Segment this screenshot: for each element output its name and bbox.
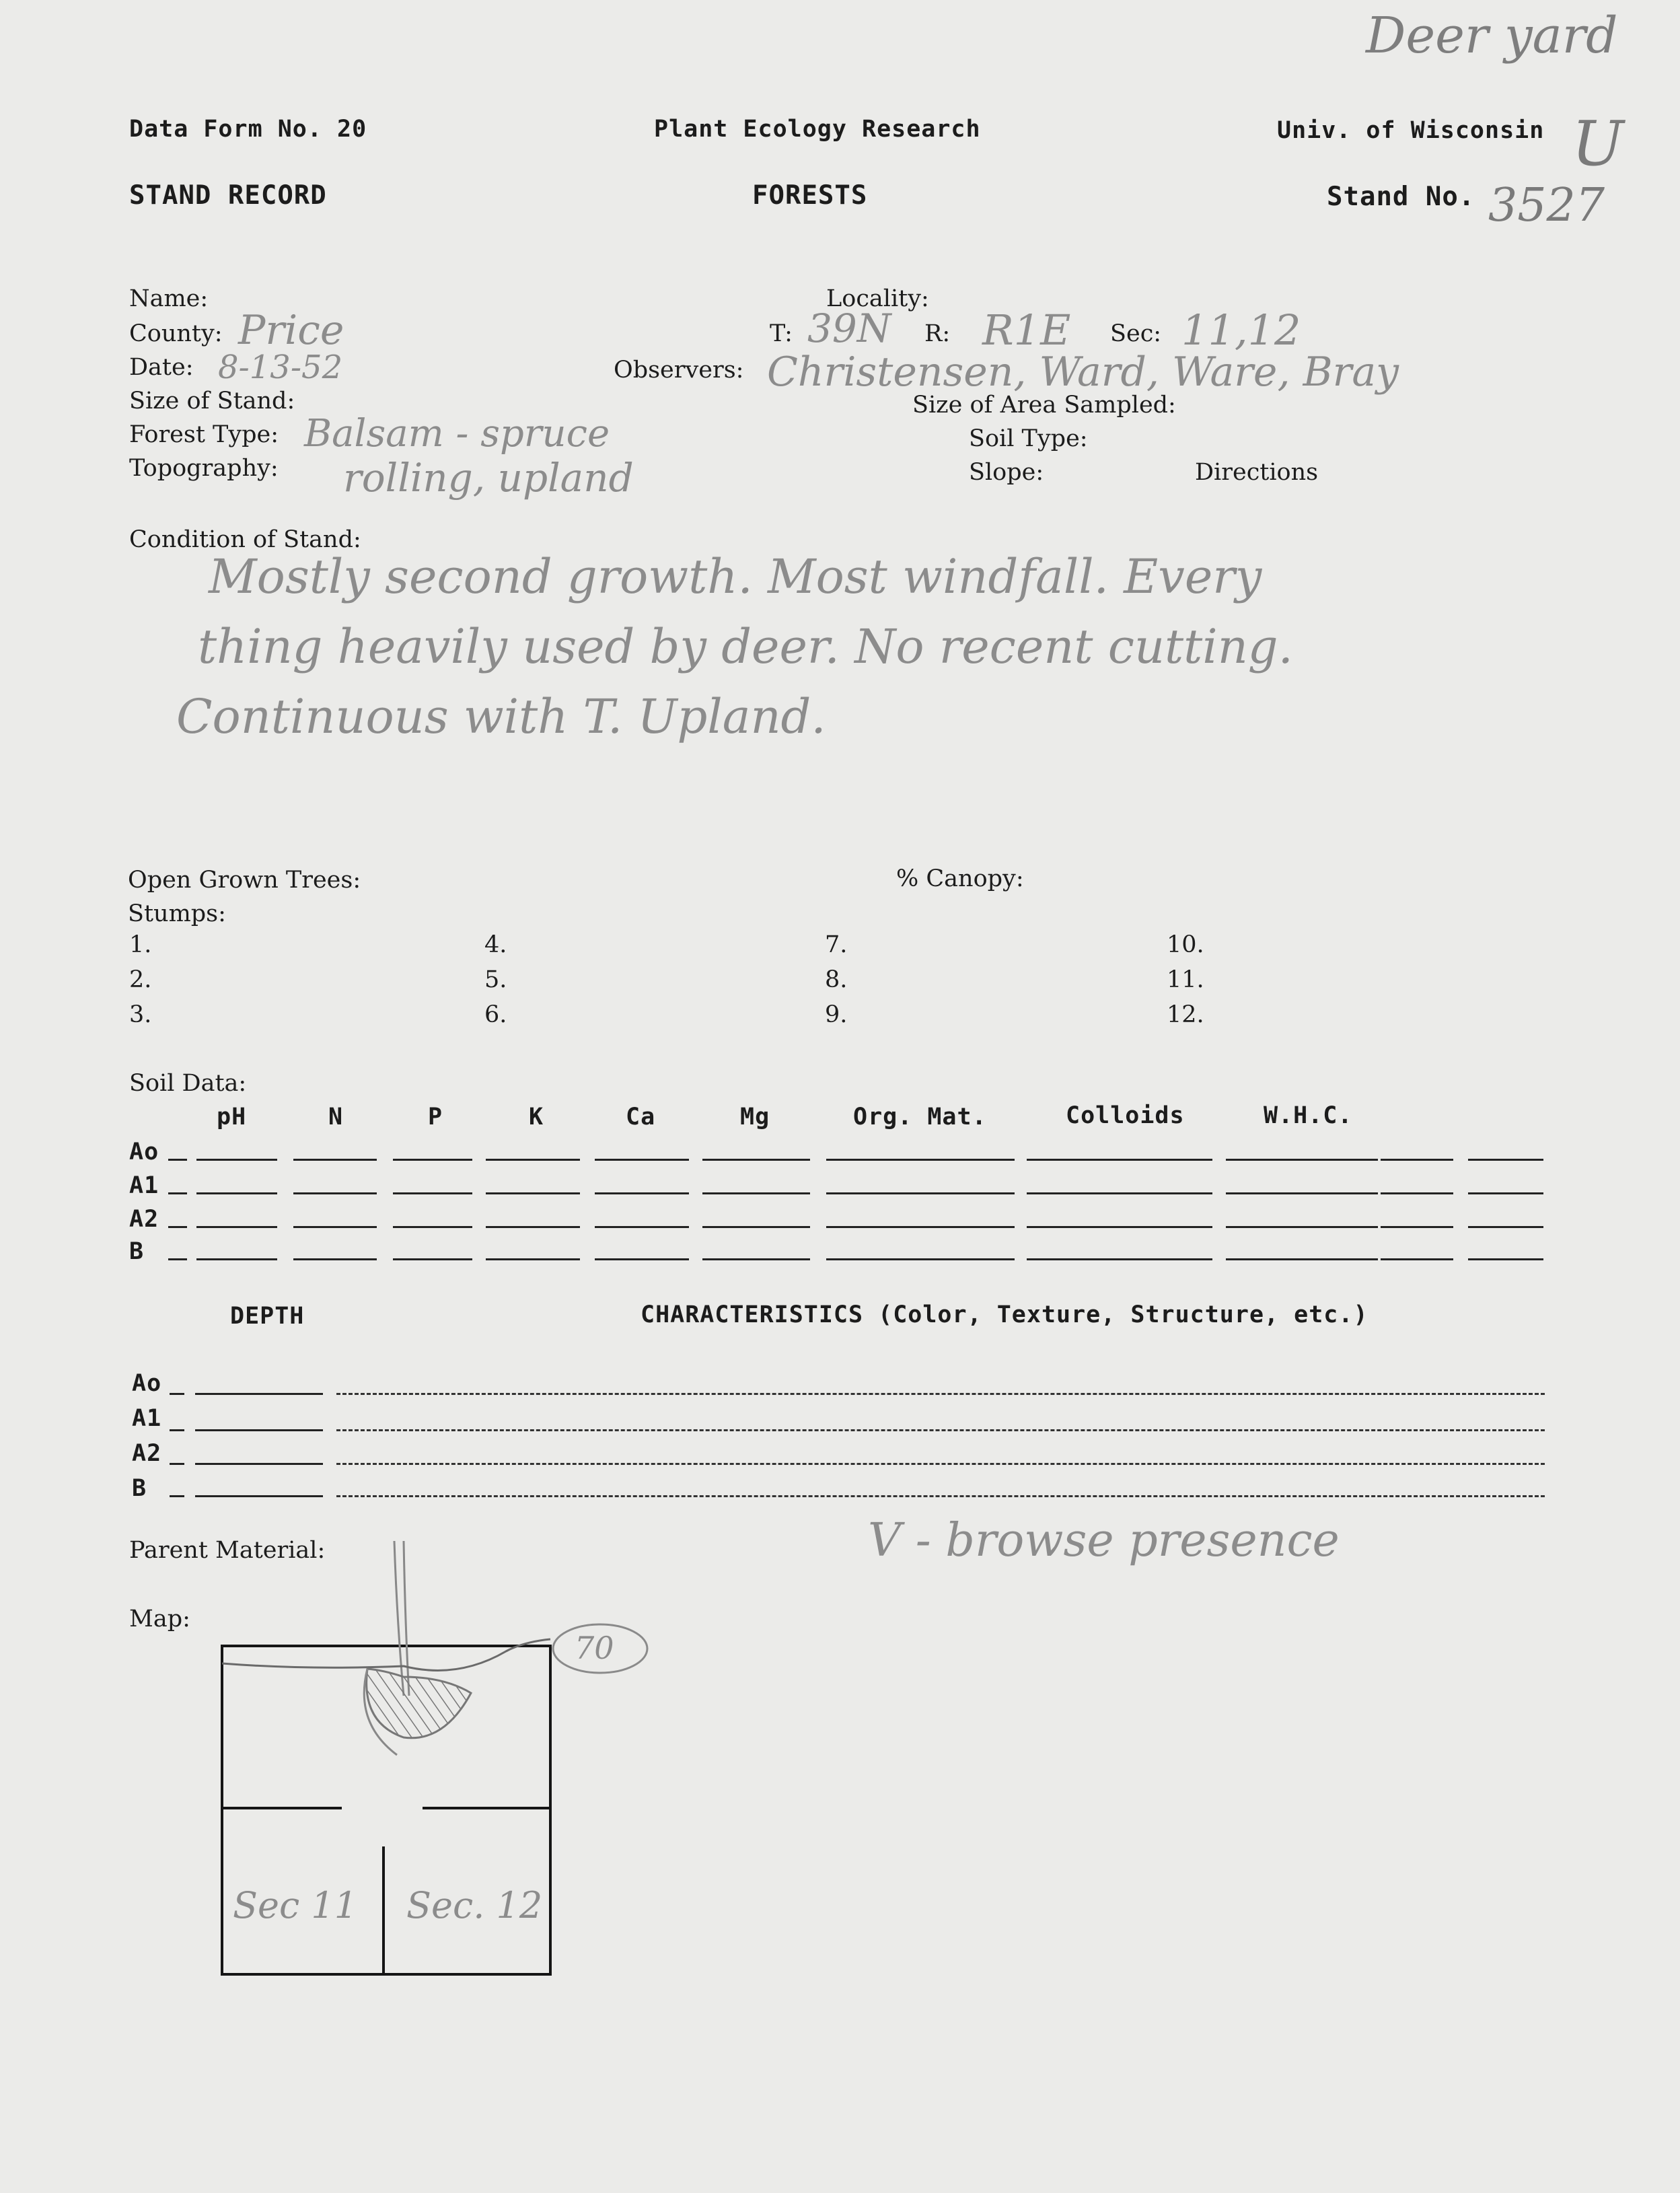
sec-label: Sec: bbox=[1110, 320, 1162, 347]
corner-letter: U bbox=[1572, 108, 1624, 180]
row-a1: A1 bbox=[129, 1172, 159, 1199]
r-value: R1E bbox=[982, 305, 1071, 355]
col-ca: Ca bbox=[626, 1104, 656, 1130]
stand-no-value: 3527 bbox=[1488, 179, 1605, 232]
stump-7: 7. bbox=[825, 931, 848, 958]
forest-type-label: Forest Type: bbox=[129, 421, 279, 448]
record-title: STAND RECORD bbox=[129, 180, 327, 211]
stump-5: 5. bbox=[484, 966, 507, 993]
condition-line-1: Mostly second growth. Most windfall. Every bbox=[209, 549, 1262, 604]
form-number: Data Form No. 20 bbox=[129, 116, 367, 143]
col-colloids: Colloids bbox=[1066, 1102, 1185, 1129]
map-sec-left: Sec 11 bbox=[233, 1884, 358, 1927]
corner-note: Deer yard bbox=[1366, 7, 1618, 65]
sec-value: 11,12 bbox=[1181, 305, 1301, 355]
browse-note: V - browse presence bbox=[868, 1514, 1340, 1567]
stump-1: 1. bbox=[129, 931, 152, 958]
condition-line-3: Continuous with T. Upland. bbox=[176, 689, 826, 744]
t-value: 39N bbox=[807, 305, 891, 351]
canopy-label: % Canopy: bbox=[896, 865, 1024, 892]
depth-label: DEPTH bbox=[230, 1303, 305, 1330]
col-k: K bbox=[529, 1104, 544, 1130]
depth-row-ao: Ao bbox=[132, 1370, 162, 1397]
circled-number: 70 bbox=[575, 1630, 614, 1666]
row-a2: A2 bbox=[129, 1206, 159, 1233]
col-whc: W.H.C. bbox=[1264, 1102, 1353, 1129]
topography-label: Topography: bbox=[129, 455, 279, 482]
condition-label: Condition of Stand: bbox=[129, 526, 361, 553]
size-of-stand-label: Size of Stand: bbox=[129, 388, 295, 415]
stump-10: 10. bbox=[1167, 931, 1204, 958]
date-value: 8-13-52 bbox=[218, 349, 343, 386]
organization: Plant Ecology Research bbox=[654, 116, 981, 143]
date-label: Date: bbox=[129, 354, 194, 381]
condition-line-2: thing heavily used by deer. No recent cutting. bbox=[198, 619, 1293, 674]
county-value: Price bbox=[238, 307, 344, 354]
stump-6: 6. bbox=[484, 1001, 507, 1028]
size-of-area-label: Size of Area Sampled: bbox=[912, 392, 1176, 419]
stump-11: 11. bbox=[1167, 966, 1204, 993]
stump-12: 12. bbox=[1167, 1001, 1204, 1028]
stump-3: 3. bbox=[129, 1001, 152, 1028]
directions-label: Directions bbox=[1195, 459, 1319, 486]
row-ao: Ao bbox=[129, 1139, 159, 1165]
stump-9: 9. bbox=[825, 1001, 848, 1028]
map-sec-right: Sec. 12 bbox=[406, 1884, 543, 1927]
characteristics-label: CHARACTERISTICS (Color, Texture, Structure, etc.) bbox=[641, 1301, 1368, 1328]
soil-type-label: Soil Type: bbox=[969, 425, 1088, 452]
parent-material-label: Parent Material: bbox=[129, 1537, 326, 1564]
topography-value: rolling, upland bbox=[343, 455, 634, 501]
name-label: Name: bbox=[129, 285, 209, 312]
stumps-label: Stumps: bbox=[128, 900, 226, 927]
t-label: T: bbox=[770, 320, 793, 347]
locality-label: Locality: bbox=[826, 285, 929, 312]
open-grown-label: Open Grown Trees: bbox=[128, 867, 361, 894]
county-label: County: bbox=[129, 320, 223, 347]
forest-type-value: Balsam - spruce bbox=[304, 412, 610, 456]
col-mg: Mg bbox=[740, 1104, 770, 1130]
stump-4: 4. bbox=[484, 931, 507, 958]
col-n: N bbox=[328, 1104, 344, 1130]
stump-2: 2. bbox=[129, 966, 152, 993]
col-ph: pH bbox=[217, 1104, 247, 1130]
depth-row-a1: A1 bbox=[132, 1405, 162, 1432]
soil-data-label: Soil Data: bbox=[129, 1070, 247, 1097]
col-org-mat: Org. Mat. bbox=[853, 1104, 987, 1130]
slope-label: Slope: bbox=[969, 459, 1044, 486]
depth-row-b: B bbox=[132, 1475, 147, 1502]
stand-no-label: Stand No. bbox=[1327, 182, 1475, 212]
category-title: FORESTS bbox=[752, 180, 868, 211]
map-label: Map: bbox=[129, 1606, 190, 1632]
stump-8: 8. bbox=[825, 966, 848, 993]
col-p: P bbox=[428, 1104, 443, 1130]
depth-row-a2: A2 bbox=[132, 1440, 162, 1467]
row-b: B bbox=[129, 1238, 145, 1265]
university: Univ. of Wisconsin bbox=[1277, 117, 1545, 144]
observers-label: Observers: bbox=[614, 357, 744, 384]
r-label: R: bbox=[924, 320, 951, 347]
observers-value: Christensen, Ward, Ware, Bray bbox=[767, 349, 1399, 396]
